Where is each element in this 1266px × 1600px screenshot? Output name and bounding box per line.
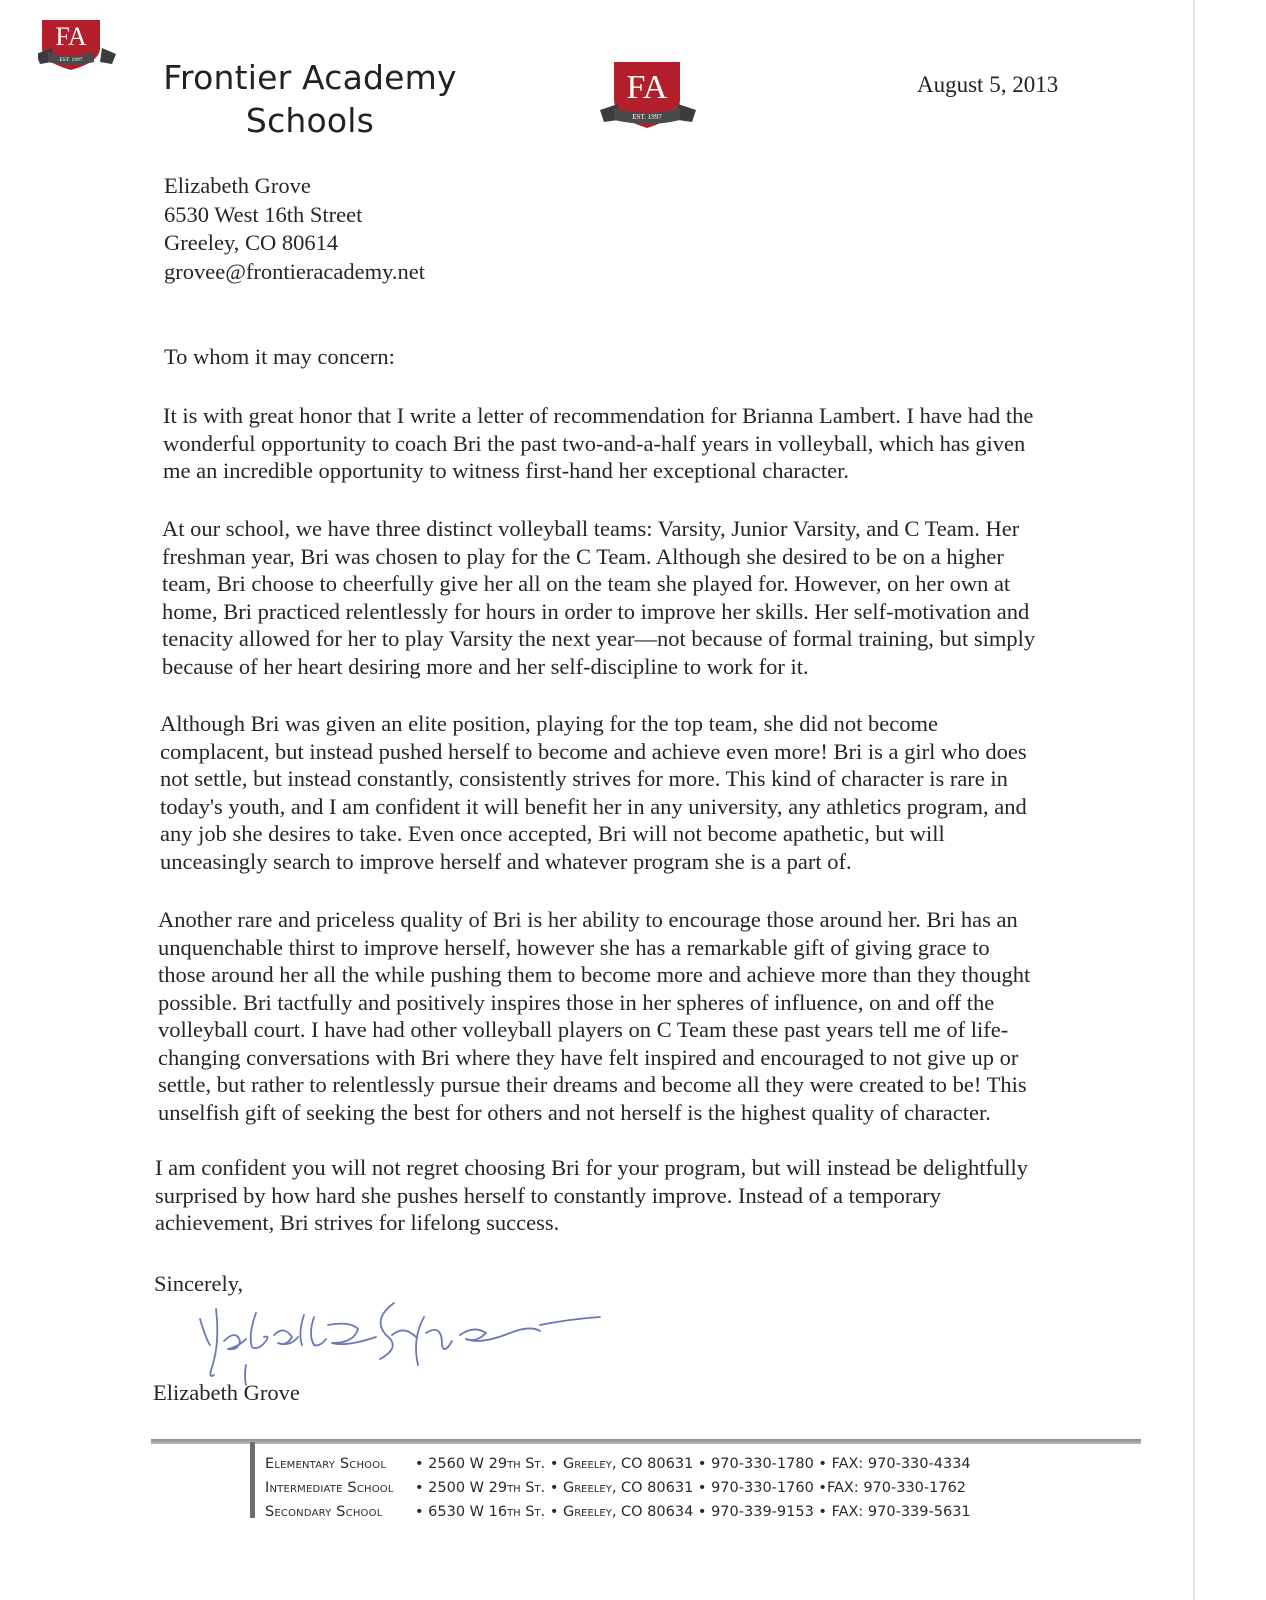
- handwritten-signature: [180, 1295, 620, 1390]
- school-label: Elementary School: [265, 1456, 387, 1472]
- school-address: • 2500 W 29th St. • Greeley, CO 80631 • 970-330-1760 •FAX: 970-330-1762: [415, 1480, 967, 1496]
- page-edge: [1193, 0, 1195, 1600]
- school-name-line1: Frontier Academy: [163, 58, 457, 97]
- paragraph-line: At our school, we have three distinct volleyball teams: Varsity, Junior Varsity, and C Team. Her: [162, 516, 1020, 541]
- paragraph-line: freshman year, Bri was chosen to play for the C Team. Although she desired to be on a higher: [162, 543, 1004, 569]
- footer-row-secondary: [265, 1500, 971, 1524]
- paragraph-line: because of her heart desiring more and her self-discipline to work for it.: [162, 653, 809, 679]
- paragraph-line: settle, but rather to relentlessly pursue their dreams and become all they were created to be! This: [158, 1072, 1027, 1097]
- paragraph-line: It is with great honor that I write a letter of recommendation for Brianna Lambert. I have had the: [163, 403, 1034, 428]
- sender-block: [164, 172, 425, 286]
- corner-logo-letters: FA: [55, 22, 87, 51]
- footer-bar: [250, 1442, 255, 1518]
- salutation: To whom it may concern:: [164, 344, 395, 369]
- corner-logo-est: EST. 1997: [59, 57, 83, 63]
- paragraph-line: wonderful opportunity to coach Bri the past two-and-a-half years in volleyball, which has given: [163, 430, 1026, 456]
- paragraph-line: changing conversations with Bri where they have felt inspired and encouraged to not give up or: [158, 1044, 1019, 1070]
- sender-street: 6530 West 16th Street: [164, 201, 363, 227]
- closing: Sincerely,: [154, 1271, 244, 1296]
- paragraph-line: I am confident you will not regret choosing Bri for your program, but will instead be delightfully: [155, 1155, 1028, 1180]
- paragraph-2: [162, 515, 1035, 680]
- paragraph-line: Although Bri was given an elite position, playing for the top team, she did not become: [160, 711, 938, 736]
- school-address: • 2560 W 29th St. • Greeley, CO 80631 • 970-330-1780 • FAX: 970-330-4334: [415, 1456, 971, 1472]
- paragraph-5: [155, 1154, 1028, 1237]
- paragraph-line: complacent, but instead pushed herself to become and achieve even more! Bri is a girl who does: [160, 738, 1027, 764]
- paragraph-line: home, Bri practiced relentlessly for hours in order to improve her skills. Her self-motivation and: [162, 598, 1030, 624]
- paragraph-line: possible. Bri tactfully and positively inspires those in her spheres of influence, on and off the: [158, 989, 995, 1015]
- paragraph-line: Another rare and priceless quality of Bri is her ability to encourage those around her. Bri has an: [158, 907, 1018, 932]
- school-label: Secondary School: [265, 1504, 383, 1520]
- paragraph-line: any job she desires to take. Even once accepted, Bri will not become apathetic, but will: [160, 821, 945, 846]
- sender-email: grovee@frontieracademy.net: [164, 258, 426, 284]
- paragraph-line: team, Bri choose to cheerfully give her all on the team she played for. However, on her own at: [162, 571, 1011, 596]
- sender-city: Greeley, CO 80614: [164, 230, 339, 255]
- paragraph-line: surprised by how hard she pushes herself to constantly improve. Instead of a temporary: [155, 1182, 942, 1208]
- footer-addresses: [265, 1452, 971, 1524]
- paragraph-line: today's youth, and I am confident it will benefit her in any university, any athletics program, and: [160, 793, 1027, 819]
- school-name: [160, 56, 460, 142]
- signer-name: Elizabeth Grove: [153, 1380, 300, 1405]
- paragraph-line: unselfish gift of seeking the best for others and not herself is the highest quality of character.: [158, 1099, 991, 1125]
- school-label: Intermediate School: [265, 1480, 394, 1496]
- corner-logo: [38, 18, 116, 74]
- paragraph-line: me an incredible opportunity to witness first-hand her exceptional character.: [163, 458, 850, 483]
- paragraph-1: [163, 402, 1033, 485]
- paragraph-line: achievement, Bri strives for lifelong success.: [155, 1210, 560, 1235]
- footer-row-intermediate: [265, 1476, 971, 1500]
- paragraph-line: tenacity allowed for her to play Varsity the next year—not because of formal training, but simply: [162, 626, 1036, 651]
- paragraph-line: unquenchable thirst to improve herself, however she has a remarkable gift of giving grace to: [158, 934, 990, 960]
- paragraph-line: not settle, but instead constantly, consistently strives for more. This kind of character is rare in: [160, 766, 1008, 791]
- sender-name: Elizabeth Grove: [164, 173, 311, 198]
- center-logo-letters: FA: [626, 69, 668, 106]
- footer-row-elementary: [265, 1452, 971, 1476]
- paragraph-line: volleyball court. I have had other volleyball players on C Team these past years tell me of life-: [158, 1017, 1009, 1042]
- school-name-line2: Schools: [245, 101, 375, 140]
- paragraph-4: [158, 906, 1030, 1126]
- paragraph-line: unceasingly search to improve herself and whatever program she is a part of.: [160, 848, 852, 874]
- paragraph-3: [160, 710, 1027, 875]
- footer-rule: [151, 1439, 1141, 1444]
- paragraph-line: those around her all the while pushing them to become more and achieve more than they thought: [158, 962, 1031, 987]
- letter-date: August 5, 2013: [917, 72, 1059, 97]
- school-address: • 6530 W 16th St. • Greeley, CO 80634 • 970-339-9153 • FAX: 970-339-5631: [415, 1504, 971, 1520]
- center-logo: [600, 60, 696, 136]
- center-logo-est: EST. 1997: [632, 113, 662, 121]
